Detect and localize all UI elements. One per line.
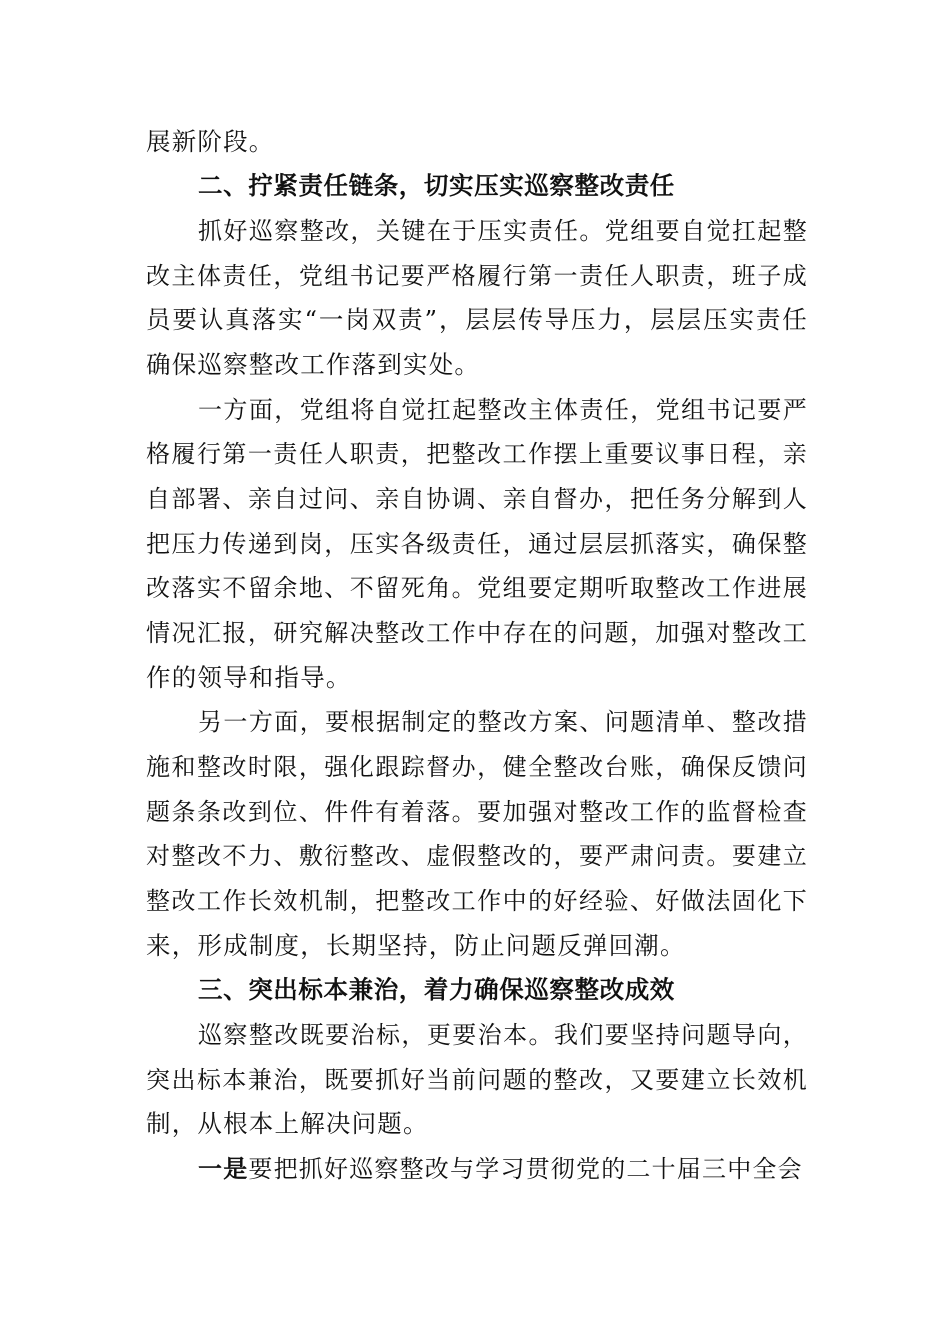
section-heading: 三、突出标本兼治，着力确保巡察整改成效: [198, 975, 675, 1004]
text-line: 作的领导和指导。: [146, 663, 352, 692]
text-line: 制，从根本上解决问题。: [146, 1109, 429, 1138]
text-line: 情况汇报，研究解决整改工作中存在的问题，加强对整改工: [146, 619, 808, 647]
text-rest: 要把抓好巡察整改与学习贯彻党的二十届三中全会: [248, 1155, 803, 1183]
text-line: 一方面，党组将自觉扛起整改主体责任，党组书记要严: [198, 396, 808, 424]
text-line: 巡察整改既要治标，更要治本。我们要坚持问题导向，: [198, 1021, 808, 1049]
text-line: 整改工作长效机制，把整改工作中的好经验、好做法固化下: [146, 887, 808, 915]
text-line: 题条条改到位、件件有着落。要加强对整改工作的监督检查: [146, 798, 808, 826]
text-line: 展新阶段。: [146, 127, 275, 156]
text-line: 对整改不力、敷衍整改、虚假整改的，要严肃问责。要建立: [146, 842, 808, 870]
emphasis-lead: 一是: [198, 1154, 249, 1183]
section-heading: 二、拧紧责任链条，切实压实巡察整改责任: [198, 171, 675, 200]
text-line: 确保巡察整改工作落到实处。: [146, 350, 481, 379]
text-line: 施和整改时限，强化跟踪督办，健全整改台账，确保反馈问: [146, 753, 808, 781]
text-line: 另一方面，要根据制定的整改方案、问题清单、整改措: [198, 708, 808, 736]
text-line: 突出标本兼治，既要抓好当前问题的整改，又要建立长效机: [146, 1066, 808, 1094]
text-line: 抓好巡察整改，关键在于压实责任。党组要自觉扛起整: [198, 217, 808, 245]
text-line: 改主体责任，党组书记要严格履行第一责任人职责，班子成: [146, 262, 808, 290]
text-line: 来，形成制度，长期坚持，防止问题反弹回潮。: [146, 931, 686, 960]
text-line: 改落实不留余地、不留死角。党组要定期听取整改工作进展: [146, 574, 808, 602]
text-line-last: [198, 1147, 808, 1191]
text-line: 格履行第一责任人职责，把整改工作摆上重要议事日程，亲: [146, 440, 808, 468]
text-line: 自部署、亲自过问、亲自协调、亲自督办，把任务分解到人: [146, 485, 808, 513]
text-line: 员要认真落实“一岗双责”，层层传导压力，层层压实责任: [146, 305, 808, 334]
text-line: 把压力传递到岗，压实各级责任，通过层层抓落实，确保整: [146, 530, 808, 558]
